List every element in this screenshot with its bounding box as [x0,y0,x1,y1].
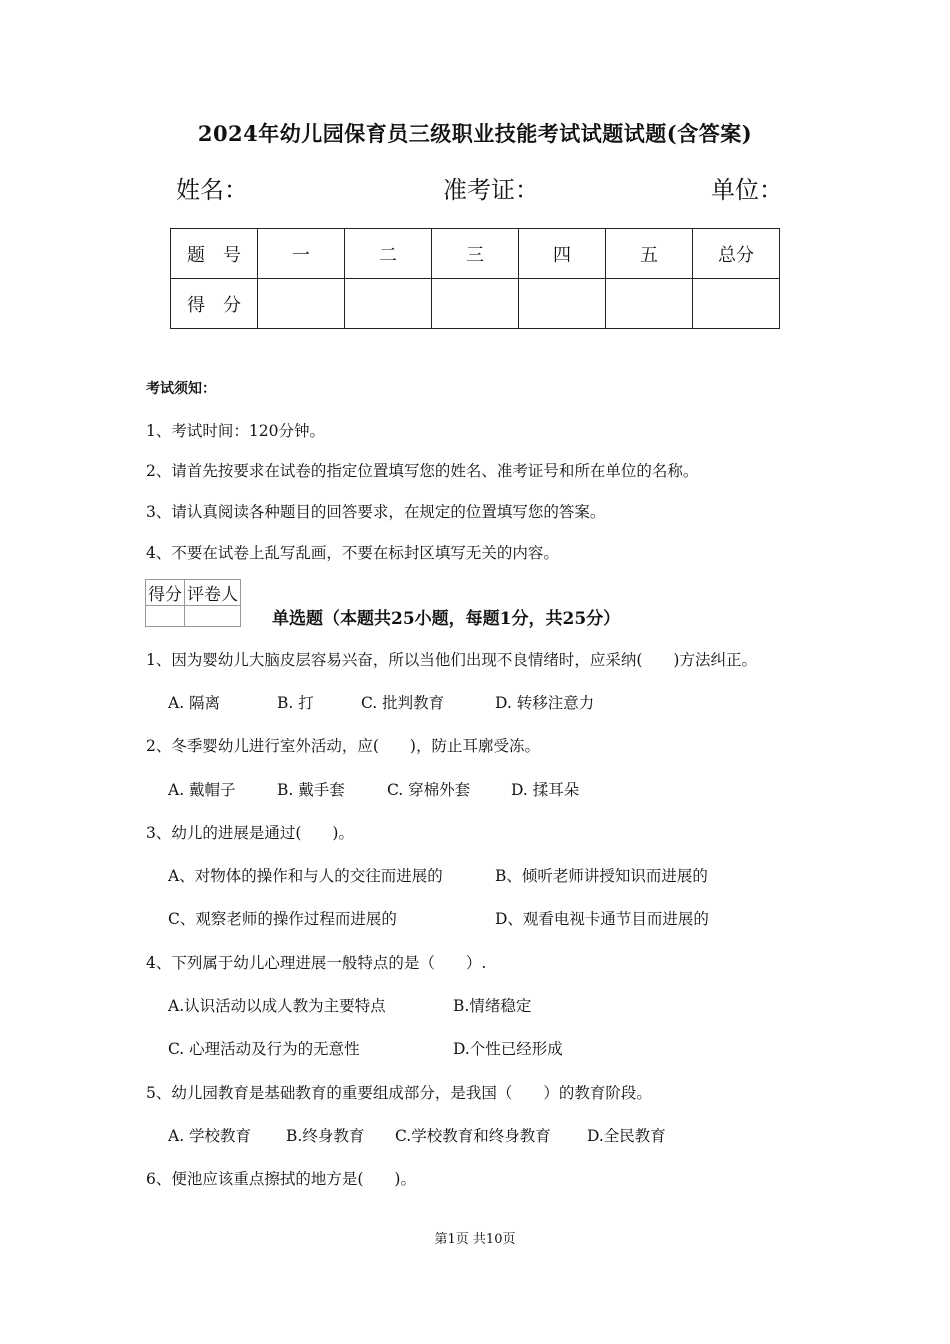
question-5: 5、幼儿园教育是基础教育的重要组成部分，是我国（ ）的教育阶段。 [146,1084,652,1102]
score-table-header-row [171,229,780,279]
q1-option-d: D. 转移注意力 [495,694,595,712]
q3-option-c: C、观察老师的操作过程而进展的 [168,910,397,928]
exam-id-field-label: 准考证： [443,176,539,204]
grader-score-label: 得分 [146,580,185,606]
page-footer: 第1页 共10页 [434,1232,516,1247]
score-cell[interactable] [606,279,693,329]
score-table-score-row [171,279,780,329]
q3-option-a: A、对物体的操作和与人的交往而进展的 [168,867,443,885]
name-field-label: 姓名： [176,176,248,204]
score-table-header-cell: 一 [258,229,345,279]
score-cell[interactable] [258,279,345,329]
score-table-header-cell: 五 [606,229,693,279]
q5-option-a: A. 学校教育 [168,1127,252,1145]
grader-score-cell[interactable] [146,606,185,627]
q4-option-d: D.个性已经形成 [453,1040,563,1058]
q2-option-c: C. 穿棉外套 [387,781,471,799]
score-table-header-cell: 三 [432,229,519,279]
section-title: 单选题（本题共25小题，每题1分，共25分） [272,609,621,629]
score-cell[interactable] [345,279,432,329]
notice-item: 3、请认真阅读各种题目的回答要求，在规定的位置填写您的答案。 [146,503,606,521]
notice-item: 2、请首先按要求在试卷的指定位置填写您的姓名、准考证号和所在单位的名称。 [146,462,699,480]
q2-option-a: A. 戴帽子 [168,781,236,799]
score-cell[interactable] [693,279,780,329]
score-table-header-cell: 四 [519,229,606,279]
notice-heading: 考试须知： [146,381,216,397]
page-title: 2024年幼儿园保育员三级职业技能考试试题试题(含答案) [197,121,753,146]
question-4: 4、下列属于幼儿心理进展一般特点的是（ ）. [146,954,487,972]
q5-option-b: B.终身教育 [286,1127,365,1145]
q3-option-d: D、观看电视卡通节目而进展的 [495,910,709,928]
q3-option-b: B、倾听老师讲授知识而进展的 [495,867,708,885]
question-1: 1、因为婴幼儿大脑皮层容易兴奋，所以当他们出现不良情绪时，应采纳( )方法纠正。 [146,651,757,669]
score-table-header-cell: 总分 [693,229,780,279]
notice-item: 1、考试时间：120分钟。 [146,422,325,440]
q2-option-b: B. 戴手套 [277,781,345,799]
score-cell[interactable] [432,279,519,329]
question-6: 6、便池应该重点擦拭的地方是( )。 [146,1170,416,1188]
q4-option-c: C. 心理活动及行为的无意性 [168,1040,360,1058]
q1-option-c: C. 批判教育 [361,694,445,712]
question-3: 3、幼儿的进展是通过( )。 [146,824,354,842]
grader-reviewer-cell[interactable] [185,606,241,627]
score-table-header-cell: 题 号 [171,229,258,279]
score-table-header-cell: 二 [345,229,432,279]
score-row-label: 得 分 [171,279,258,329]
q4-option-a: A.认识活动以成人教为主要特点 [168,997,386,1015]
question-2: 2、冬季婴幼儿进行室外活动，应( )，防止耳廓受冻。 [146,737,540,755]
grader-box [145,579,241,627]
q1-option-b: B. 打 [277,694,314,712]
q1-option-a: A. 隔离 [168,694,221,712]
q4-option-b: B.情绪稳定 [453,997,532,1015]
q5-option-d: D.全民教育 [587,1127,666,1145]
score-cell[interactable] [519,279,606,329]
notice-item: 4、不要在试卷上乱写乱画，不要在标封区填写无关的内容。 [146,544,559,562]
unit-field-label: 单位： [711,176,783,204]
q5-option-c: C.学校教育和终身教育 [395,1127,551,1145]
q2-option-d: D. 揉耳朵 [511,781,580,799]
score-table [170,228,780,329]
grader-reviewer-label: 评卷人 [185,580,241,606]
